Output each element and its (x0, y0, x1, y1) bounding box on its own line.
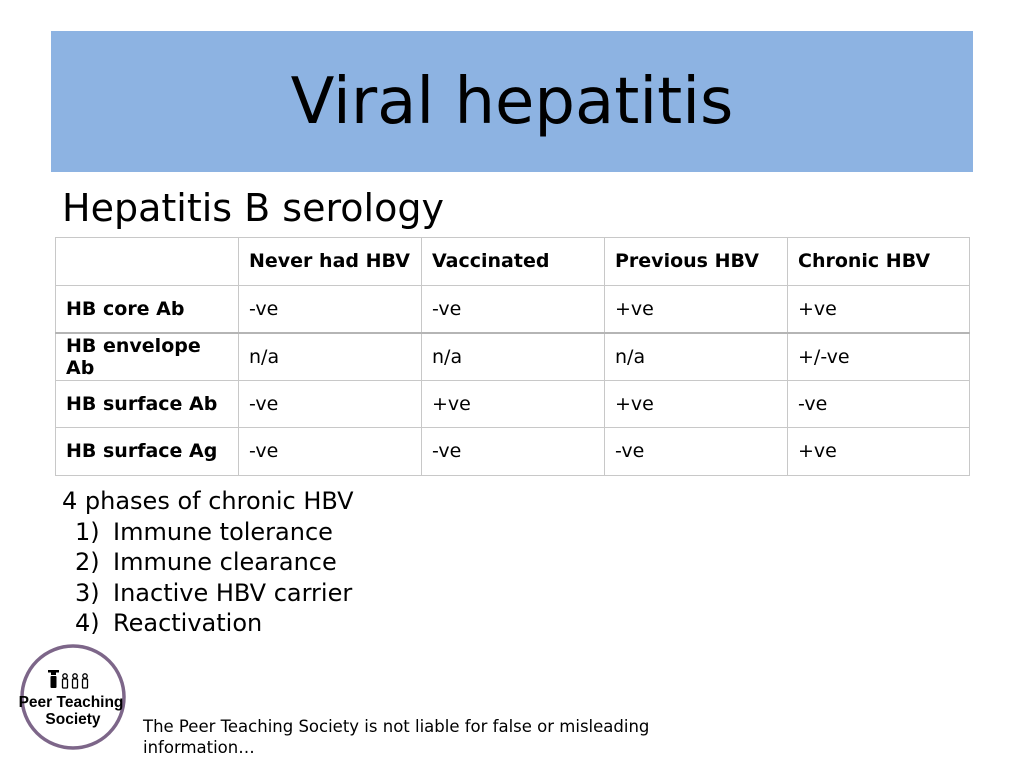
list-item (62, 547, 354, 578)
phases-list (62, 486, 354, 639)
phases-ordered-list (62, 517, 354, 639)
list-number: 2) (75, 548, 100, 576)
table-cell: +ve (605, 380, 788, 428)
table-header-cell: Chronic HBV (788, 238, 970, 286)
list-item (62, 578, 354, 609)
phases-heading: 4 phases of chronic HBV (62, 487, 354, 515)
table-cell: n/a (422, 333, 605, 381)
table-cell: +/-ve (788, 333, 970, 381)
logo-icon (19, 643, 127, 751)
row-label: HB envelope Ab (56, 333, 239, 381)
list-text: Immune clearance (113, 548, 337, 576)
table-cell: -ve (239, 285, 422, 333)
table-header-cell: Never had HBV (239, 238, 422, 286)
table-header-row (56, 238, 970, 286)
table-cell: +ve (788, 428, 970, 476)
table-cell: +ve (605, 285, 788, 333)
table-cell: +ve (422, 380, 605, 428)
slide-title: Viral hepatitis (290, 64, 734, 139)
table-row (56, 333, 970, 381)
list-text: Inactive HBV carrier (113, 578, 353, 607)
table-cell: -ve (605, 428, 788, 476)
section-subtitle: Hepatitis B serology (62, 186, 444, 230)
table-cell: n/a (239, 333, 422, 381)
serology-table (55, 237, 970, 476)
logo-text-line2: Society (45, 711, 101, 728)
table-row (56, 285, 970, 333)
table-row (56, 428, 970, 476)
table-cell: -ve (788, 380, 970, 428)
list-number: 4) (75, 609, 100, 637)
disclaimer-text: The Peer Teaching Society is not liable for false or misleading information… (143, 717, 650, 757)
title-banner (51, 31, 973, 172)
table-row (56, 380, 970, 428)
list-text: Reactivation (113, 609, 263, 637)
table-cell: -ve (422, 428, 605, 476)
table-cell: -ve (239, 380, 422, 428)
table-cell: +ve (788, 285, 970, 333)
list-item (62, 608, 354, 639)
peer-teaching-society-logo (19, 643, 127, 751)
logo-text-line1: Peer Teaching (19, 694, 124, 711)
row-label: HB core Ab (56, 285, 239, 333)
table-cell: -ve (239, 428, 422, 476)
table-cell: n/a (605, 333, 788, 381)
list-item (62, 517, 354, 548)
table-header-cell: Vaccinated (422, 238, 605, 286)
table-header-cell: Previous HBV (605, 238, 788, 286)
table-cell: -ve (422, 285, 605, 333)
row-label: HB surface Ag (56, 428, 239, 476)
list-number: 3) (75, 578, 100, 607)
list-number: 1) (75, 517, 100, 546)
row-label: HB surface Ab (56, 380, 239, 428)
list-text: Immune tolerance (113, 517, 333, 546)
table-header-cell (56, 238, 239, 286)
